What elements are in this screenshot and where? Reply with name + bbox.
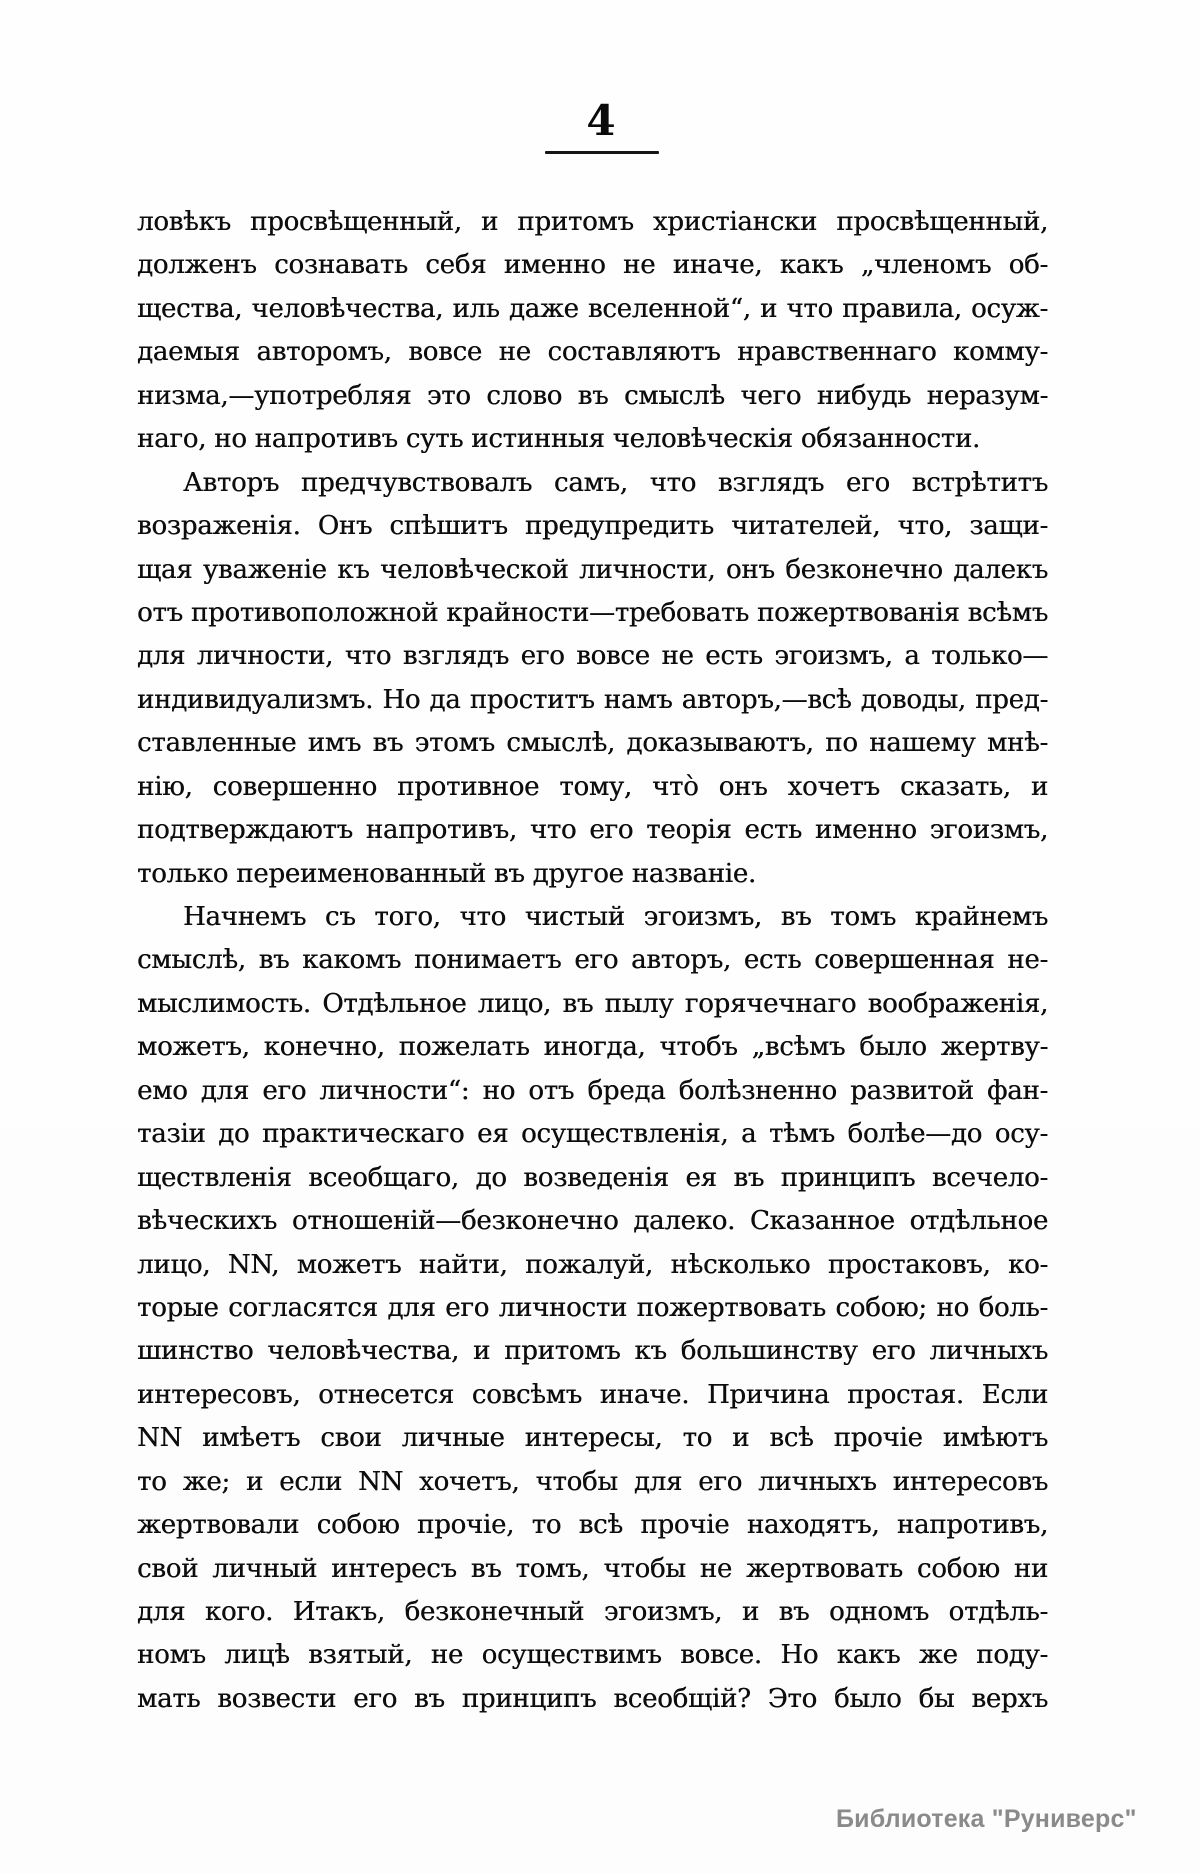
text-line: жертвовали собою прочіе, то всѣ прочіе находятъ, напротивъ, [137, 1510, 1048, 1541]
text-line: наго, но напротивъ суть истинныя человѣческія обязанности. [137, 424, 980, 455]
text-line: номъ лицѣ взятый, не осуществимъ вовсе. Но какъ же поду- [137, 1640, 1048, 1671]
text-line: шинство человѣчества, и притомъ къ большинству его личныхъ [137, 1336, 1048, 1367]
text-line: возраженія. Онъ спѣшитъ предупредить читателей, что, защи- [137, 511, 1048, 542]
text-line: ставленные имъ въ этомъ смыслѣ, доказываютъ, по нашему мнѣ- [137, 728, 1048, 759]
text-line: для личности, что взглядъ его вовсе не есть эгоизмъ, а только— [137, 641, 1048, 672]
text-line: мать возвести его въ принципъ всеобщій? Это было бы верхъ [137, 1683, 1048, 1714]
text-line: торые согласятся для его личности пожертвовать собою; но боль- [137, 1292, 1048, 1323]
text-line: ществленія всеобщаго, до возведенія ея въ принципъ всечело- [137, 1162, 1048, 1193]
text-line: щая уваженіе къ человѣческой личности, онъ безконечно далекъ [137, 554, 1048, 585]
library-watermark: Библиотека "Руниверс" [836, 1805, 1137, 1833]
text-line: емо для его личности“: но отъ бреда болѣзненно развитой фан- [137, 1075, 1048, 1106]
page-header [137, 96, 1048, 154]
header-rule-divider [545, 151, 659, 154]
text-line: свой личный интересъ въ томъ, чтобы не жертвовать собою ни [137, 1553, 1048, 1584]
text-line: даемыя авторомъ, вовсе не составляютъ нравственнаго комму- [137, 337, 1048, 368]
text-line: нію, совершенно противное тому, чтò онъ хочетъ сказать, и [137, 771, 1048, 802]
text-line: долженъ сознавать себя именно не иначе, какъ „членомъ об- [137, 250, 1048, 281]
body-text-block [137, 201, 1048, 1721]
text-line: вѣческихъ отношеній—безконечно далеко. Сказанное отдѣльное [137, 1206, 1048, 1237]
page-number: 4 [586, 96, 617, 145]
text-line: интересовъ, отнесется совсѣмъ иначе. Причина простая. Если [137, 1379, 1048, 1410]
text-line: отъ противоположной крайности—требовать пожертвованія всѣмъ [137, 597, 1048, 628]
text-line: смыслѣ, въ какомъ понимаетъ его авторъ, есть совершенная не- [137, 945, 1048, 976]
text-line: ловѣкъ просвѣщенный, и притомъ христіански просвѣщенный, [137, 207, 1048, 237]
text-line: Начнемъ съ того, что чистый эгоизмъ, въ томъ крайнемъ [183, 902, 1048, 932]
text-line: подтверждаютъ напротивъ, что его теорія есть именно эгоизмъ, [137, 815, 1048, 846]
text-line: низма,—употребляя это слово въ смыслѣ чего нибудь неразум- [137, 380, 1048, 411]
text-line: Авторъ предчувствовалъ самъ, что взглядъ его встрѣтитъ [183, 467, 1048, 498]
text-line: индивидуализмъ. Но да проститъ намъ авторъ,—всѣ доводы, пред- [137, 684, 1048, 715]
text-line: мыслимость. Отдѣльное лицо, въ пылу горячечнаго воображенія, [137, 988, 1048, 1019]
text-line: можетъ, конечно, пожелать иногда, чтобъ „всѣмъ было жертву- [137, 1032, 1048, 1063]
text-line: то же; и если NN хочетъ, чтобы для его личныхъ интересовъ [137, 1466, 1048, 1497]
text-line: щества, человѣчества, иль даже вселенной“, и что правила, осуж- [137, 293, 1048, 324]
text-line: тазіи до практическаго ея осуществленія, а тѣмъ болѣе—до осу- [137, 1119, 1048, 1150]
text-line: NN имѣетъ свои личные интересы, то и всѣ прочіе имѣютъ [137, 1423, 1048, 1454]
text-line: лицо, NN, можетъ найти, пожалуй, нѣсколько простаковъ, ко- [137, 1249, 1048, 1280]
text-line: для кого. Итакъ, безконечный эгоизмъ, и въ одномъ отдѣль- [137, 1597, 1048, 1627]
text-line: только переименованный въ другое названіе. [137, 858, 756, 889]
